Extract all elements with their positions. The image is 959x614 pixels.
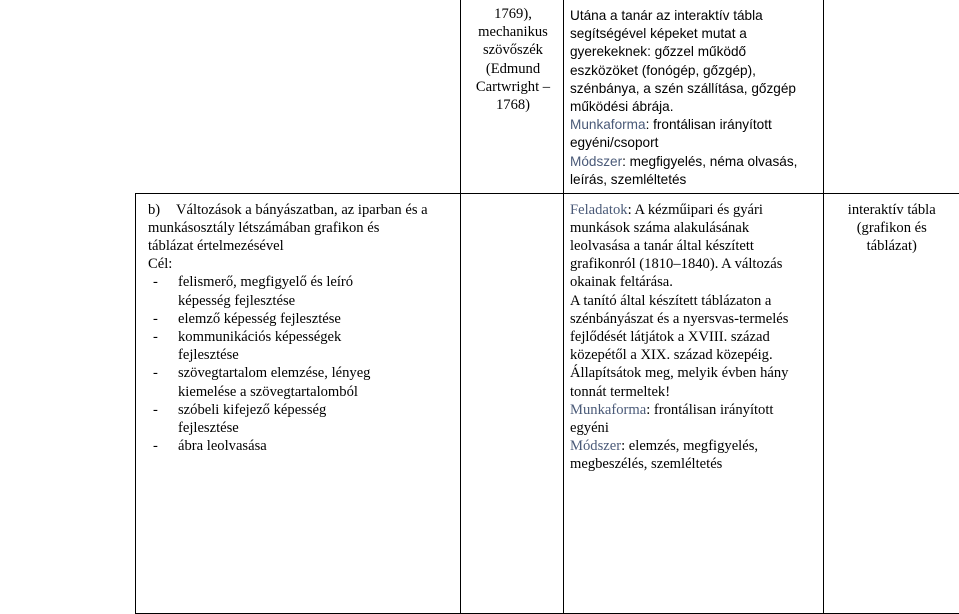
text-line: szénbányászat és a nyersvas-termelés bbox=[570, 310, 789, 327]
list-item bbox=[148, 364, 450, 400]
dash-bullet: - bbox=[153, 401, 158, 418]
list-item bbox=[148, 328, 450, 364]
text-line: gyerekeknek: gőzzel működő bbox=[570, 44, 747, 60]
text-line: képesség fejlesztése bbox=[178, 292, 296, 309]
table-row bbox=[136, 0, 959, 193]
text-line: működési ábrája. bbox=[570, 99, 674, 115]
text-line: szénbánya, a szén szállítása, gőzgép bbox=[570, 80, 796, 96]
topic-heading bbox=[148, 201, 450, 219]
text-line: leírás, szemléltetés bbox=[570, 171, 687, 187]
munkaforma-label: Munkaforma bbox=[570, 401, 647, 418]
task-cell bbox=[564, 193, 824, 613]
list-item bbox=[148, 401, 450, 437]
feladatok-line bbox=[570, 201, 815, 219]
text-line: grafikonról (1810–1840). A változás bbox=[570, 256, 783, 273]
dash-bullet: - bbox=[153, 365, 158, 382]
text-line: fejlődését látjátok a XVIII. század bbox=[570, 328, 770, 345]
text-fragment: : frontálisan irányított bbox=[646, 401, 774, 418]
text-line: tonnát termeltek! bbox=[570, 383, 671, 400]
text-line: Állapítsátok meg, melyik évben hány bbox=[570, 365, 789, 382]
feladatok-label: Feladatok bbox=[570, 201, 628, 218]
topic-title bbox=[176, 201, 428, 219]
text-line: kommunikációs képességek bbox=[178, 328, 342, 345]
munkaforma-line bbox=[570, 401, 815, 419]
text-fragment: : frontálisan irányított bbox=[645, 117, 772, 133]
text-line: szóbeli kifejező képesség bbox=[178, 401, 327, 418]
text-line: Változások a bányászatban, az iparban és a bbox=[176, 201, 428, 218]
lesson-plan-table bbox=[135, 0, 959, 614]
list-item bbox=[148, 273, 450, 309]
text-line: fejlesztése bbox=[178, 347, 239, 364]
goal-list bbox=[148, 273, 450, 455]
text-line: interaktív tábla bbox=[847, 201, 936, 218]
text-line: megbeszélés, szemléltetés bbox=[570, 456, 723, 473]
modszer-line bbox=[570, 437, 815, 455]
munkaforma-label: Munkaforma bbox=[570, 117, 646, 133]
text-line: szövőszék bbox=[483, 42, 543, 59]
text-line: felismerő, megfigyelő és leíró bbox=[178, 274, 354, 291]
text-line: eszközöket (fonógép, gőzgép), bbox=[570, 62, 756, 78]
text-line: fejlesztése bbox=[178, 419, 239, 436]
text-line: egyéni/csoport bbox=[570, 135, 659, 151]
modszer-label: Módszer bbox=[570, 153, 623, 169]
dash-bullet: - bbox=[153, 438, 158, 455]
text-line: táblázat értelmezésével bbox=[148, 237, 284, 254]
text-line: kiemelése a szövegtartalomból bbox=[178, 383, 358, 400]
dash-bullet: - bbox=[153, 274, 158, 291]
empty-cell bbox=[824, 0, 959, 193]
activity-cell bbox=[564, 0, 824, 193]
dash-bullet: - bbox=[153, 328, 158, 345]
list-item bbox=[148, 310, 450, 328]
empty-cell bbox=[136, 0, 461, 193]
modszer-label: Módszer bbox=[570, 438, 622, 455]
text-line: mechanikus bbox=[478, 24, 548, 41]
tools-cell bbox=[824, 193, 959, 613]
topic-cell bbox=[136, 193, 461, 613]
text-line: leolvasása a tanár által készített bbox=[570, 237, 754, 254]
text-line: (Edmund bbox=[485, 60, 541, 77]
table-row bbox=[136, 193, 959, 613]
text-line: A tanító által készített táblázaton a bbox=[570, 292, 772, 309]
text-line: Cartwright – bbox=[475, 78, 551, 95]
text-line: ábra leolvasása bbox=[178, 438, 267, 455]
text-fragment: : A kézműipari és gyári bbox=[627, 201, 763, 218]
list-item bbox=[148, 437, 450, 455]
text-line: szövegtartalom elemzése, lényeg bbox=[178, 365, 371, 382]
dash-bullet: - bbox=[153, 310, 158, 327]
text-line: elemző képesség fejlesztése bbox=[178, 310, 341, 327]
munkaforma-line bbox=[570, 116, 815, 134]
text-line: segítségével képeket mutat a bbox=[570, 26, 747, 42]
text-line: 1769), bbox=[494, 6, 532, 22]
text-line: 1768) bbox=[495, 97, 531, 114]
text-line: (grafikon és bbox=[856, 219, 927, 236]
text-line: egyéni bbox=[570, 419, 609, 436]
text-line: munkások száma alakulásának bbox=[570, 219, 750, 236]
empty-cell bbox=[461, 193, 564, 613]
goal-label: Cél: bbox=[148, 256, 173, 273]
device-history-cell bbox=[461, 0, 564, 193]
text-line: közepétől a XIX. század közepéig. bbox=[570, 347, 773, 364]
text-fragment: : megfigyelés, néma olvasás, bbox=[622, 153, 798, 169]
text-fragment: : elemzés, megfigyelés, bbox=[621, 438, 759, 455]
text-line: okainak feltárása. bbox=[570, 274, 673, 291]
text-line: táblázat) bbox=[866, 237, 917, 254]
item-label: b) bbox=[148, 201, 161, 218]
modszer-line bbox=[570, 153, 815, 171]
text-line: Utána a tanár az interaktív tábla bbox=[570, 8, 763, 23]
text-line: munkásosztály létszámában grafikon és bbox=[148, 219, 380, 236]
